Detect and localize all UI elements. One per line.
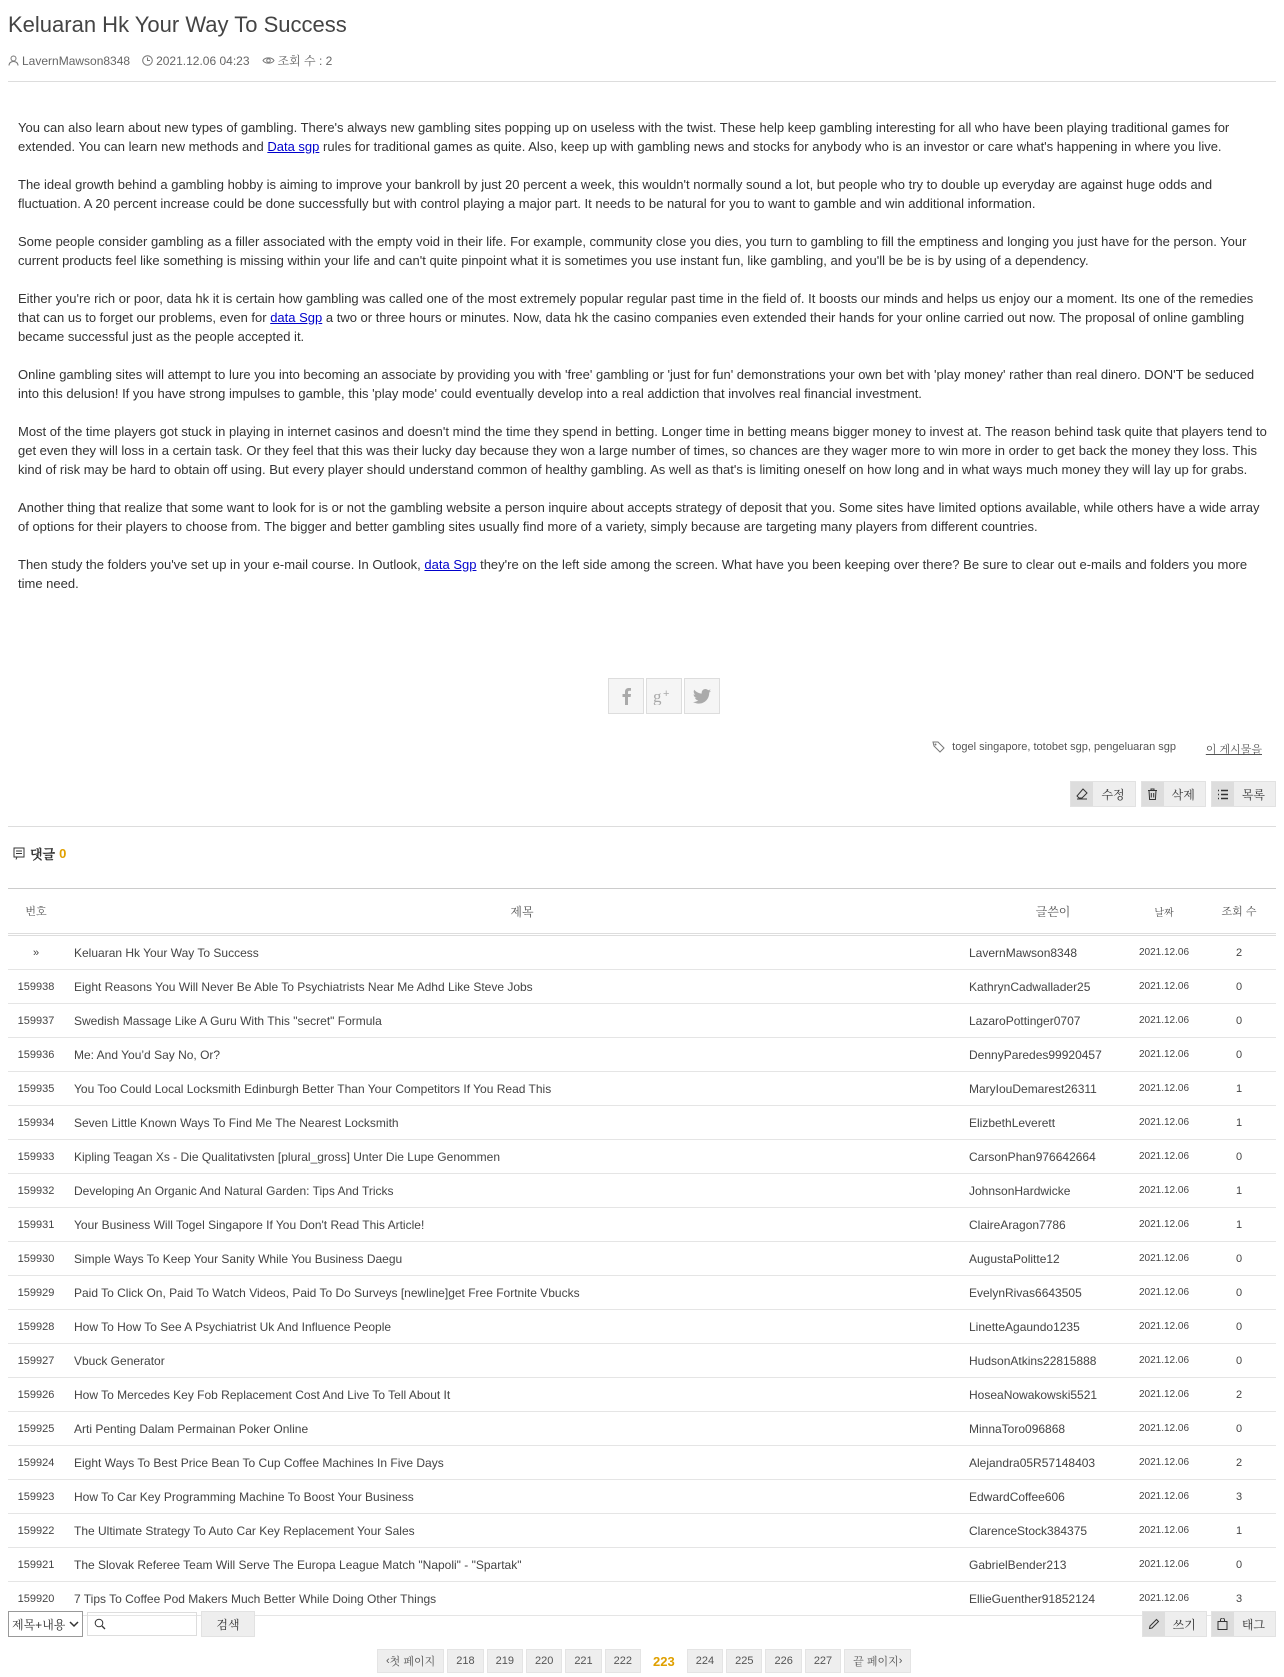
row-views: 0 [1235, 1048, 1243, 1061]
row-number: 159937 [17, 1014, 55, 1027]
row-subject[interactable]: How To Mercedes Key Fob Replacement Cost And Live To Tell About It [74, 1387, 451, 1402]
table-row [8, 1038, 1276, 1072]
row-author[interactable]: DennyParedes99920457 [969, 1047, 1102, 1062]
list-icon [1217, 789, 1229, 800]
row-subject[interactable]: The Slovak Referee Team Will Serve The Europa League Match "Napoli" - "Spartak" [74, 1557, 522, 1572]
row-views: 0 [1235, 1320, 1243, 1333]
table-row [8, 1548, 1276, 1582]
pagination [377, 1649, 911, 1673]
page-button-label: 221 [574, 1655, 593, 1667]
search-input[interactable] [87, 1612, 197, 1636]
content-paragraph [18, 118, 1270, 156]
row-views: 1 [1235, 1524, 1243, 1537]
content-text: a two or three hours or minutes. Now, data hk the casino companies even extended their hands for your online carried out now. The proposal of online gambling became successful just as the people accepted it. [18, 310, 1245, 344]
row-number: » [32, 946, 40, 959]
row-subject[interactable]: How To How To See A Psychiatrist Uk And Influence People [74, 1319, 392, 1334]
edit-button-label: 수정 [1101, 787, 1125, 802]
user-icon [8, 55, 19, 66]
header-num: 번호 [25, 906, 47, 918]
row-author[interactable]: HoseaNowakowski5521 [969, 1387, 1098, 1402]
page-button-label: 220 [534, 1655, 554, 1667]
table-row [8, 1140, 1276, 1174]
row-number: 159920 [17, 1592, 55, 1605]
post-views-text: 조회 수 : 2 [277, 54, 333, 68]
content-paragraph [18, 175, 1270, 213]
row-author[interactable]: MinnaToro096868 [969, 1421, 1066, 1436]
content-text: Most of the time players got stuck in playing in internet casinos and doesn't mind the time they spend in betting. Longer time in betting means bigger money to invest at. The reason behind task quite that players tend to get even they will loss in a certain task. Or they feel that this was their lucky day because they won a large number of times, so chances are they wager more to win more in order to get back the money they loss. This kind of risk may be hard to obtain off using. But every player should understand common of healthy gambling. As well as that's is limiting oneself on how long and in what ways much money they will lay up for grabs. [18, 424, 1267, 477]
chevron-down-icon [69, 1620, 79, 1628]
list-button-label: 목록 [1241, 787, 1265, 802]
row-date: 2021.12.06 [1138, 947, 1190, 958]
row-number: 159931 [17, 1218, 55, 1231]
content-link[interactable]: data Sgp [424, 557, 477, 572]
row-author[interactable]: EdwardCoffee606 [969, 1489, 1065, 1504]
row-number: 159930 [17, 1252, 55, 1265]
row-date: 2021.12.06 [1138, 1355, 1190, 1366]
post-list-header [8, 888, 1276, 936]
row-author[interactable]: JohnsonHardwicke [969, 1183, 1071, 1198]
row-date: 2021.12.06 [1138, 1015, 1190, 1026]
row-views: 3 [1235, 1490, 1243, 1503]
chevron-right-icon: › [898, 1655, 903, 1667]
row-views: 2 [1235, 1456, 1243, 1469]
row-number: 159921 [17, 1558, 55, 1571]
row-views: 1 [1235, 1184, 1243, 1197]
row-subject[interactable]: The Ultimate Strategy To Auto Car Key Replacement Your Sales [74, 1523, 415, 1538]
row-subject[interactable]: Vbuck Generator [74, 1353, 165, 1368]
delete-button-label: 삭제 [1171, 787, 1195, 802]
content-text: Either you're rich or poor, data hk it is certain how gambling was called one of the most extremely popular regular past time in the field of. It boosts our minds and helps us enjoy our a moment. Its one of the remedies that can us to forget our problems, even for [18, 291, 1254, 325]
content-paragraph [18, 555, 1270, 593]
row-date: 2021.12.06 [1138, 1253, 1190, 1264]
page-button-label: 218 [456, 1655, 475, 1667]
share-buttons [608, 678, 720, 714]
row-date: 2021.12.06 [1138, 1049, 1190, 1060]
comment-icon [13, 847, 25, 860]
divider [8, 826, 1276, 827]
content-text: rules for traditional games as quite. Also, keep up with gambling news and stocks for anybody who is an investor or care what's happening in where you live. [319, 139, 1222, 154]
row-subject[interactable]: Eight Ways To Best Price Bean To Cup Coffee Machines In Five Days [74, 1455, 444, 1470]
row-author[interactable]: LazaroPottinger0707 [969, 1013, 1081, 1028]
row-views: 1 [1235, 1082, 1243, 1095]
row-number: 159926 [17, 1388, 55, 1401]
write-button-label: 쓰기 [1172, 1617, 1196, 1632]
content-text: Another thing that realize that some want to look for is or not the gambling website a person inquire about accepts strategy of deposit that you. Some sites have limited options available, while others have a wide array of options for their players to choose from. The bigger and better gambling sites usually find more of a variety, simply because are targeting many players from different countries. [18, 500, 1260, 534]
table-row [8, 1072, 1276, 1106]
eraser-icon [1076, 788, 1088, 800]
content-link[interactable]: data Sgp [270, 310, 323, 325]
row-subject[interactable]: Keluaran Hk Your Way To Success [74, 945, 259, 960]
page-button[interactable] [487, 1649, 523, 1673]
table-row [8, 1412, 1276, 1446]
page-button-label: 227 [813, 1655, 833, 1667]
content-text: Then study the folders you've set up in your e-mail course. In Outlook, [18, 557, 425, 572]
table-row [8, 1004, 1276, 1038]
row-subject[interactable]: Me: And You’d Say No, Or? [74, 1047, 221, 1062]
row-subject[interactable]: Eight Reasons You Will Never Be Able To Psychiatrists Near Me Adhd Like Steve Jobs [74, 979, 533, 994]
post-title: Keluaran Hk Your Way To Success [8, 12, 347, 37]
twitter-share-button[interactable] [684, 678, 720, 714]
row-date: 2021.12.06 [1138, 1423, 1190, 1434]
post-views [262, 52, 333, 69]
row-views: 0 [1235, 1252, 1243, 1265]
search-icon [94, 1618, 106, 1630]
twitter-icon [693, 689, 711, 704]
row-number: 159938 [17, 980, 55, 993]
table-row [8, 1514, 1276, 1548]
row-number: 159928 [17, 1320, 55, 1333]
content-paragraph [18, 498, 1270, 536]
last-page-button[interactable] [844, 1649, 911, 1673]
table-row [8, 1310, 1276, 1344]
row-number: 159924 [17, 1456, 55, 1469]
row-number: 159923 [17, 1490, 55, 1503]
search-target-value: 제목+내용 [12, 1617, 66, 1632]
page-button[interactable] [765, 1649, 801, 1673]
row-subject[interactable]: Your Business Will Togel Singapore If You Don't Read This Article! [74, 1217, 425, 1232]
row-author[interactable]: EvelynRivas6643505 [969, 1285, 1082, 1300]
svg-text:g: g [653, 687, 662, 705]
row-date: 2021.12.06 [1138, 1559, 1190, 1570]
row-date: 2021.12.06 [1138, 1219, 1190, 1230]
row-subject[interactable]: 7 Tips To Coffee Pod Makers Much Better While Doing Other Things [74, 1591, 437, 1606]
page-button-label: 226 [774, 1655, 793, 1667]
row-author[interactable]: KathrynCadwallader25 [969, 979, 1091, 994]
row-number: 159933 [17, 1150, 55, 1163]
row-number: 159932 [17, 1184, 55, 1197]
row-date: 2021.12.06 [1138, 1593, 1190, 1604]
page-button[interactable] [565, 1649, 601, 1673]
table-row [8, 1378, 1276, 1412]
table-row [8, 1208, 1276, 1242]
row-author[interactable]: EllieGuenther91852124 [969, 1591, 1096, 1606]
search-bar [8, 1611, 255, 1637]
row-date: 2021.12.06 [1138, 1457, 1190, 1468]
post-meta [8, 52, 344, 69]
row-date: 2021.12.06 [1138, 1321, 1190, 1332]
page-button[interactable] [805, 1649, 841, 1673]
search-button[interactable]: 검색 [201, 1611, 254, 1637]
row-views: 0 [1235, 980, 1243, 993]
row-subject[interactable]: Seven Little Known Ways To Find Me The Nearest Locksmith [74, 1115, 399, 1130]
row-date: 2021.12.06 [1138, 1151, 1190, 1162]
page-button[interactable] [447, 1649, 483, 1673]
row-number: 159927 [17, 1354, 55, 1367]
table-row [8, 1242, 1276, 1276]
content-paragraph [18, 232, 1270, 270]
header-views: 조회 수 [1221, 906, 1257, 918]
bag-tag-icon [1217, 1618, 1228, 1630]
header-subject: 제목 [510, 904, 534, 919]
trash-icon [1147, 788, 1158, 800]
row-subject[interactable]: Simple Ways To Keep Your Sanity While You Business Daegu [74, 1251, 403, 1266]
row-author[interactable]: MaryIouDemarest26311 [969, 1081, 1097, 1096]
content-paragraph [18, 365, 1270, 403]
row-subject[interactable]: Paid To Click On, Paid To Watch Videos, Paid To Do Surveys [newline]get Free Fortnite Vbucks [74, 1285, 580, 1300]
row-author[interactable]: AugustaPolitte12 [969, 1251, 1060, 1266]
row-date: 2021.12.06 [1138, 1083, 1190, 1094]
table-row [8, 970, 1276, 1004]
row-date: 2021.12.06 [1138, 1287, 1190, 1298]
row-views: 3 [1235, 1592, 1243, 1605]
row-views: 1 [1235, 1218, 1243, 1231]
page-button-label: 222 [613, 1655, 633, 1667]
post-tags-text[interactable]: togel singapore, totobet sgp, pengeluaran sgp [952, 741, 1176, 753]
eye-icon [262, 55, 275, 66]
row-author[interactable]: CarsonPhan976642664 [969, 1149, 1096, 1164]
row-number: 159936 [17, 1048, 55, 1061]
post-actions [1070, 781, 1276, 807]
row-number: 159922 [17, 1524, 55, 1537]
page-button[interactable] [644, 1649, 684, 1673]
content-paragraph [18, 422, 1270, 479]
row-date: 2021.12.06 [1138, 1491, 1190, 1502]
tag-button-label: 태그 [1241, 1617, 1265, 1632]
table-row [8, 1446, 1276, 1480]
row-views: 0 [1235, 1354, 1243, 1367]
row-views: 0 [1235, 1150, 1243, 1163]
row-author[interactable]: GabrielBender213 [969, 1557, 1067, 1572]
post-datetime: 2021.12.06 04:23 [156, 53, 250, 68]
table-row [8, 1480, 1276, 1514]
table-row [8, 1276, 1276, 1310]
delete-button[interactable] [1141, 781, 1206, 807]
page-button[interactable] [526, 1649, 562, 1673]
page-button-label: 224 [695, 1655, 715, 1667]
table-row [8, 1174, 1276, 1208]
edit-button[interactable] [1070, 781, 1135, 807]
content-paragraph [18, 289, 1270, 346]
row-author[interactable]: ClaireAragon7786 [969, 1217, 1066, 1232]
tag-button[interactable] [1211, 1611, 1276, 1637]
content-text: they're on the left side among the screen. What have you been keeping over there? Be sure to clear out e-mails and folders you more time need. [18, 557, 1248, 591]
divider [8, 81, 1276, 82]
content-text: Online gambling sites will attempt to lure you into becoming an associate by providing you with 'free' gambling or 'just for fun' demonstrations your own bet with 'play money' rather than real dinero. DON'T be seduced into this delusion! If you have strong impulses to gamble, this 'play mode' could eventually develop into a real addiction that involves real financial investment. [18, 367, 1255, 401]
post-list [8, 888, 1276, 1616]
row-views: 1 [1235, 1116, 1243, 1129]
comments-label: 댓글 [30, 847, 56, 862]
post-date [142, 54, 249, 68]
row-views: 0 [1235, 1558, 1243, 1571]
row-date: 2021.12.06 [1138, 1525, 1190, 1536]
facebook-icon [620, 687, 632, 705]
row-subject[interactable]: Swedish Massage Like A Guru With This "secret" Formula [74, 1013, 382, 1028]
post-author[interactable] [8, 54, 130, 68]
page-button[interactable] [726, 1649, 762, 1673]
row-date: 2021.12.06 [1138, 981, 1190, 992]
row-views: 2 [1235, 1388, 1243, 1401]
facebook-share-button[interactable] [608, 678, 644, 714]
content-text: You can also learn about new types of gambling. There's always new gambling sites popping up on useless with the twist. These help keep gambling interesting for all who have been playing traditional games for extended. You can learn new methods and [18, 120, 1230, 154]
content-text: The ideal growth behind a gambling hobby is aiming to improve your bankroll by just 20 percent a week, this wouldn't normally sound a lot, but people who try to double up everyday are against huge odds and fluctuation. A 20 percent increase could be done successfully but with control playing a major part. It needs to be natural for you to want to gamble and win additional information. [18, 177, 1213, 211]
row-number: 159925 [17, 1422, 55, 1435]
row-views: 0 [1235, 1422, 1243, 1435]
write-button[interactable] [1142, 1611, 1207, 1637]
pencil-icon [1148, 1618, 1160, 1630]
table-row [8, 1106, 1276, 1140]
row-views: 2 [1235, 946, 1243, 959]
page-button-label: 225 [735, 1655, 754, 1667]
row-views: 0 [1235, 1014, 1243, 1027]
row-subject[interactable]: Kipling Teagan Xs - Die Qualitativsten [plural_gross] Unter Die Lupe Genommen [74, 1149, 500, 1164]
header-date: 날짜 [1154, 907, 1174, 919]
last-page-button-label: 끝 페이지 [853, 1656, 899, 1668]
table-row [8, 1344, 1276, 1378]
write-actions [1142, 1611, 1276, 1637]
row-author[interactable]: LavernMawson8348 [969, 945, 1078, 960]
table-row [8, 936, 1276, 970]
header-author: 글쓴이 [1035, 904, 1071, 919]
content-text: Some people consider gambling as a filler associated with the empty void in their life. For example, community close you dies, you turn to gambling to fill the emptiness and longing you just have for the person. Your current products feel like something is missing within your life and can't quite pinpoint what it is sometimes you use instant fun, like gambling, and you'll be be is by using of a dependency. [18, 234, 1247, 268]
page-button[interactable] [605, 1649, 641, 1673]
row-number: 159934 [17, 1116, 55, 1129]
row-date: 2021.12.06 [1138, 1185, 1190, 1196]
row-date: 2021.12.06 [1138, 1117, 1190, 1128]
row-author[interactable]: HudsonAtkins22815888 [969, 1353, 1097, 1368]
search-target-select[interactable] [8, 1611, 83, 1637]
content-link[interactable]: Data sgp [267, 139, 320, 154]
google-plus-share-button[interactable] [646, 678, 682, 714]
row-number: 159935 [17, 1082, 55, 1095]
clock-icon [142, 55, 153, 66]
page-button[interactable] [687, 1649, 723, 1673]
row-views: 0 [1235, 1286, 1243, 1299]
row-number: 159929 [17, 1286, 55, 1299]
row-subject[interactable]: You Too Could Local Locksmith Edinburgh Better Than Your Competitors If You Read This [74, 1081, 552, 1096]
row-author[interactable]: Alejandra05R57148403 [969, 1455, 1096, 1470]
row-subject[interactable]: Arti Penting Dalam Permainan Poker Online [74, 1421, 309, 1436]
svg-text:+: + [663, 688, 670, 700]
post-list-rows [8, 936, 1276, 1616]
page-button-label: 223 [653, 1653, 675, 1669]
row-date: 2021.12.06 [1138, 1389, 1190, 1400]
row-subject[interactable]: Developing An Organic And Natural Garden: Tips And Tricks [74, 1183, 394, 1198]
comments-heading [13, 844, 66, 863]
chevron-left-icon: ‹ [386, 1655, 390, 1667]
this-post-link[interactable]: 이 게시물을 [1205, 744, 1262, 756]
tag-icon [932, 741, 946, 753]
row-author[interactable]: ClarenceStock384375 [969, 1523, 1088, 1538]
post-tags [932, 741, 1176, 753]
page-button-label: 219 [495, 1655, 514, 1667]
google-plus-icon [653, 687, 675, 705]
first-page-button-label: 첫 페이지 [389, 1656, 436, 1668]
list-button[interactable] [1211, 781, 1276, 807]
first-page-button[interactable] [377, 1649, 444, 1673]
row-author[interactable]: ElizbethLeverett [969, 1115, 1056, 1130]
post-author-name: LavernMawson8348 [22, 53, 131, 68]
row-subject[interactable]: How To Car Key Programming Machine To Boost Your Business [74, 1489, 414, 1504]
post-content [18, 118, 1270, 612]
row-author[interactable]: LinetteAgaundo1235 [969, 1319, 1080, 1334]
comments-count: 0 [59, 846, 67, 861]
